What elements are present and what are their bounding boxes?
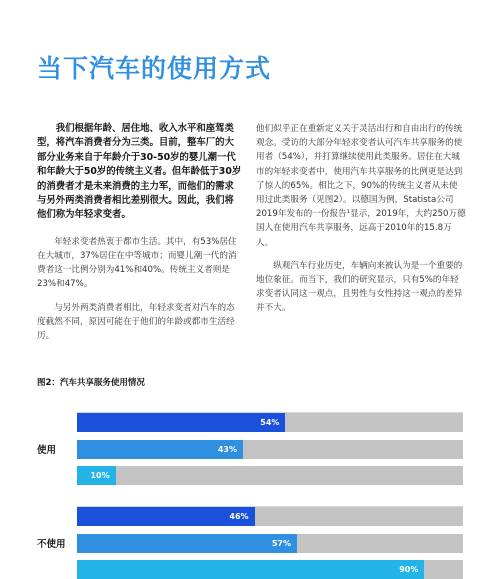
bar-data-label: 90% bbox=[399, 565, 419, 574]
bar-data-label: 46% bbox=[229, 512, 249, 521]
bar-track bbox=[77, 534, 463, 553]
right-paragraph-2: 纵观汽车行业历史，车辆向来被认为是一个重要的地位象征。而当下，我们的研究显示，只有5%的年轻求变者认同这一观点，且男性与女性持这一观点的差异并不大。 bbox=[256, 260, 463, 314]
bar-data-label: 10% bbox=[90, 471, 110, 480]
right-column bbox=[256, 122, 466, 325]
page-title: 当下汽车的使用方式 bbox=[37, 54, 272, 83]
bar-track bbox=[77, 440, 463, 459]
bar-track bbox=[77, 413, 463, 432]
left-column bbox=[37, 122, 242, 352]
figure-title: 图2：汽车共享服务使用情况 bbox=[37, 378, 145, 388]
bar-track bbox=[77, 507, 463, 526]
left-paragraph-2: 与另外两类消费者相比，年轻求变者对汽车的态度截然不同，原因可能在于他们的年龄或都市生活经历。 bbox=[37, 302, 235, 342]
bar-data-label: 54% bbox=[260, 418, 280, 427]
lead-paragraph: 我们根据年龄、居住地、收入水平和座驾类型，将汽车消费者分为三类。目前，整车厂的大部分业务来自于年龄介于30-50岁的婴儿潮一代和年龄大于50岁的传统主义者。但年龄低于30岁的消费者才是未来消费的主力军，而他们的需求与另外两类消费者相比差别很大。因此，我们将他们称为年轻求变者。 bbox=[37, 123, 242, 221]
bar-track bbox=[77, 466, 463, 485]
bar-track bbox=[77, 560, 463, 579]
share-usage-chart bbox=[0, 412, 500, 574]
category-label: 不使用 bbox=[37, 539, 66, 550]
bar-data-label: 43% bbox=[217, 444, 237, 454]
category-label: 使用 bbox=[37, 445, 57, 456]
right-paragraph-1: 他们似乎正在重新定义关于灵活出行和自由出行的传统观念。受访的大部分年轻求变者认可汽车共享服务的使用者（54%），并打算继续使用此类服务。居住在大城市的年轻求变者中，使用汽车共享服务的比例更是达到了惊人的65%。相比之下，90%的传统主义者从未使用过此类服务（见图2）。以德国为例，Statista公司2019年发布的一份报告¹显示，2019年，大约250万德国人在使用汽车共享服务，远高于2010年的15.8万人。 bbox=[256, 124, 466, 248]
bar-data-label: 57% bbox=[271, 538, 292, 548]
left-paragraph-1: 年轻求变者热衷于都市生活。其中，有53%居住在大城市，37%居住在中等城市；而婴儿潮一代的消费者这一比例分别为41%和40%。传统主义者则是23%和47%。 bbox=[37, 236, 237, 290]
